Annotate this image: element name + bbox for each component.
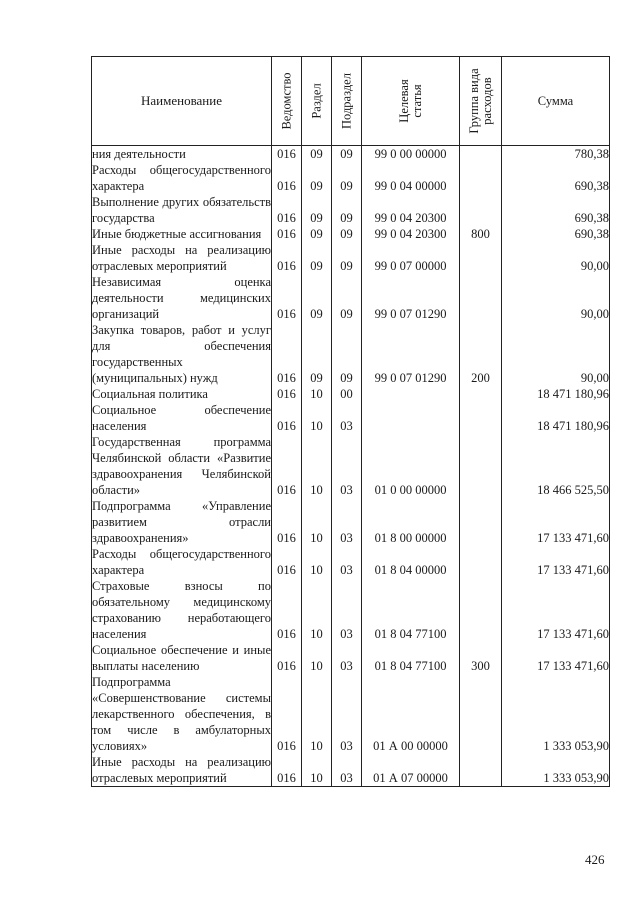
row-subsection: 03 [332,642,362,674]
row-department: 016 [272,402,302,434]
row-department: 016 [272,498,302,546]
row-department: 016 [272,434,302,498]
row-sum: 17 133 471,60 [502,546,610,578]
row-target-article: 99 0 04 00000 [362,162,460,194]
row-sum: 18 471 180,96 [502,402,610,434]
header-row [92,57,610,146]
row-subsection: 09 [332,242,362,274]
row-department: 016 [272,642,302,674]
row-section: 10 [302,578,332,642]
row-target-article [362,402,460,434]
row-target-article: 01 8 00 00000 [362,498,460,546]
row-department: 016 [272,322,302,386]
row-target-article: 99 0 00 00000 [362,146,460,163]
row-name: Закупка товаров, работ и услуг для обеспечения государственных (муниципальных) нужд [92,323,271,385]
row-subsection: 09 [332,194,362,226]
header-expense-group-label: Группа вида расходов [466,68,494,134]
row-department: 016 [272,674,302,754]
row-section: 09 [302,162,332,194]
header-name: Наименование [92,57,272,146]
table-row [92,754,610,787]
header-department [272,57,302,146]
row-sum: 17 133 471,60 [502,498,610,546]
table-row [92,546,610,578]
row-name: Иные расходы на реализацию отраслевых мероприятий [92,243,271,273]
row-sum: 18 466 525,50 [502,434,610,498]
row-expense-group [460,146,502,163]
row-section: 10 [302,402,332,434]
row-target-article [362,386,460,402]
row-name: Государственная программа Челябинской области «Развитие здравоохранения Челябинской области» [92,435,271,497]
row-name: Независимая оценка деятельности медицинских организаций [92,275,271,321]
row-expense-group [460,274,502,322]
row-target-article: 01 8 04 77100 [362,578,460,642]
header-subsection [332,57,362,146]
page-number: 426 [585,852,605,867]
row-sum: 690,38 [502,226,610,242]
row-expense-group: 200 [460,322,502,386]
row-subsection: 09 [332,146,362,163]
row-sum: 90,00 [502,322,610,386]
row-department: 016 [272,242,302,274]
row-name: Социальная политика [92,386,272,402]
row-target-article: 99 0 04 20300 [362,194,460,226]
header-subsection-label: Подраздел [339,73,353,129]
row-section: 10 [302,546,332,578]
table-row [92,162,610,194]
row-expense-group [460,194,502,226]
table-row [92,386,610,402]
row-name: ния деятельности [92,146,272,163]
row-name: Страховые взносы по обязательному медицинскому страхованию неработающего населения [92,579,271,641]
row-name: Иные бюджетные ассигнования [92,226,272,242]
row-subsection: 03 [332,578,362,642]
row-expense-group [460,498,502,546]
row-expense-group [460,386,502,402]
row-subsection: 00 [332,386,362,402]
header-department-label: Ведомство [279,72,293,130]
table-row [92,402,610,434]
row-expense-group [460,242,502,274]
row-department: 016 [272,226,302,242]
row-subsection: 03 [332,498,362,546]
row-expense-group [460,162,502,194]
row-expense-group [460,402,502,434]
row-sum: 1 333 053,90 [502,674,610,754]
row-subsection: 09 [332,322,362,386]
table-row [92,674,610,754]
header-section-label: Раздел [309,83,323,119]
row-section: 09 [302,146,332,163]
row-section: 09 [302,242,332,274]
row-department: 016 [272,274,302,322]
row-target-article: 99 0 07 01290 [362,322,460,386]
table-row [92,578,610,642]
header-sum: Сумма [502,57,610,146]
header-expense-group [460,57,502,146]
row-sum: 690,38 [502,194,610,226]
row-section: 10 [302,642,332,674]
header-section [302,57,332,146]
row-expense-group: 300 [460,642,502,674]
table-row [92,146,610,163]
row-section: 10 [302,674,332,754]
table-row [92,434,610,498]
row-expense-group [460,434,502,498]
table-row [92,642,610,674]
row-subsection: 03 [332,434,362,498]
row-target-article: 99 0 04 20300 [362,226,460,242]
table-row [92,498,610,546]
row-section: 09 [302,194,332,226]
row-sum: 690,38 [502,162,610,194]
row-section: 10 [302,434,332,498]
header-target-article-label: Целевая статья [396,79,424,123]
row-subsection: 09 [332,274,362,322]
row-target-article: 01 8 04 77100 [362,642,460,674]
header-target-article [362,57,460,146]
row-name: Подпрограмма «Совершенствование системы лекарственного обеспечения, в том числе в амбулаторных условиях» [92,675,271,753]
row-sum: 780,38 [502,146,610,163]
row-sum: 17 133 471,60 [502,578,610,642]
row-department: 016 [272,754,302,787]
row-section: 10 [302,386,332,402]
row-department: 016 [272,194,302,226]
row-sum: 17 133 471,60 [502,642,610,674]
table-row [92,274,610,322]
row-target-article: 99 0 07 01290 [362,274,460,322]
budget-table [91,56,610,787]
row-department: 016 [272,386,302,402]
row-subsection: 03 [332,546,362,578]
row-section: 09 [302,322,332,386]
row-department: 016 [272,146,302,163]
row-sum: 18 471 180,96 [502,386,610,402]
row-department: 016 [272,546,302,578]
row-name: Выполнение других обязательств государства [92,195,271,225]
row-sum: 90,00 [502,242,610,274]
row-sum: 1 333 053,90 [502,754,610,787]
table-row [92,194,610,226]
row-name: Расходы общегосударственного характера [92,547,271,577]
table-row [92,226,610,242]
row-target-article: 99 0 07 00000 [362,242,460,274]
row-subsection: 03 [332,754,362,787]
row-subsection: 03 [332,402,362,434]
table-row [92,322,610,386]
row-expense-group: 800 [460,226,502,242]
row-subsection: 03 [332,674,362,754]
row-name: Расходы общегосударственного характера [92,163,271,193]
row-target-article: 01 А 00 00000 [362,674,460,754]
row-department: 016 [272,578,302,642]
row-name: Социальное обеспечение и иные выплаты населению [92,643,271,673]
row-expense-group [460,754,502,787]
row-subsection: 09 [332,162,362,194]
row-name: Социальное обеспечение населения [92,403,271,433]
table-row [92,242,610,274]
row-sum: 90,00 [502,274,610,322]
row-subsection: 09 [332,226,362,242]
row-target-article: 01 А 07 00000 [362,754,460,787]
row-section: 09 [302,226,332,242]
row-expense-group [460,578,502,642]
row-target-article: 01 0 00 00000 [362,434,460,498]
row-section: 09 [302,274,332,322]
row-name: Подпрограмма «Управление развитием отрасли здравоохранения» [92,499,271,545]
row-section: 10 [302,498,332,546]
row-section: 10 [302,754,332,787]
row-department: 016 [272,162,302,194]
row-target-article: 01 8 04 00000 [362,546,460,578]
row-name: Иные расходы на реализацию отраслевых мероприятий [92,755,271,785]
row-expense-group [460,674,502,754]
row-expense-group [460,546,502,578]
